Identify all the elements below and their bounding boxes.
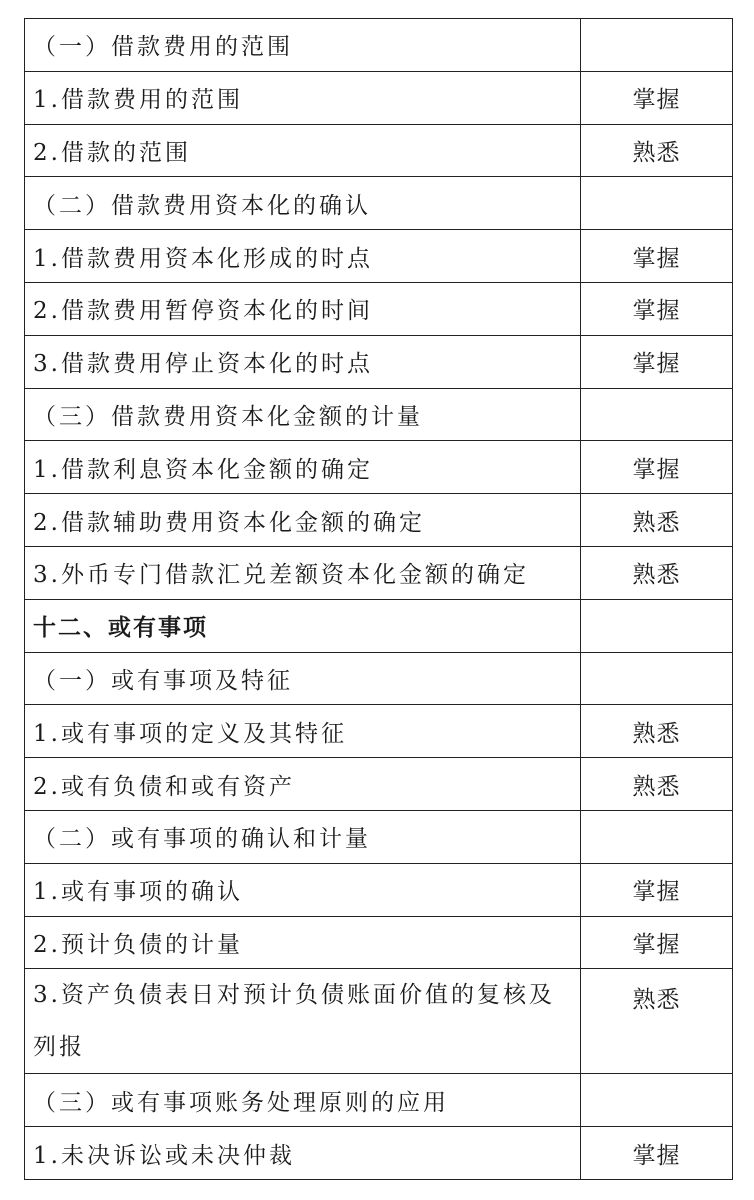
item-label: （一）借款费用的范围 xyxy=(25,19,581,72)
requirement-level: 熟悉 xyxy=(581,705,733,758)
requirement-level xyxy=(581,652,733,705)
item-label: （一）或有事项及特征 xyxy=(25,652,581,705)
requirement-level: 掌握 xyxy=(581,863,733,916)
table-row xyxy=(25,1074,733,1127)
table-row xyxy=(25,969,733,1074)
item-label: （三）借款费用资本化金额的计量 xyxy=(25,388,581,441)
table-row xyxy=(25,810,733,863)
table-row xyxy=(25,335,733,388)
table-row xyxy=(25,124,733,177)
table-row xyxy=(25,230,733,283)
requirement-level: 熟悉 xyxy=(581,494,733,547)
table-row xyxy=(25,916,733,969)
table-row xyxy=(25,388,733,441)
item-label: 1.借款费用资本化形成的时点 xyxy=(25,230,581,283)
requirement-level: 掌握 xyxy=(581,335,733,388)
requirement-level xyxy=(581,599,733,652)
table-row xyxy=(25,705,733,758)
table-row xyxy=(25,494,733,547)
requirement-level: 掌握 xyxy=(581,916,733,969)
section-heading: 十二、或有事项 xyxy=(25,599,581,652)
syllabus-table xyxy=(24,18,733,1180)
requirement-level xyxy=(581,1074,733,1127)
table-row xyxy=(25,71,733,124)
table-row xyxy=(25,282,733,335)
table-section-contingencies xyxy=(25,599,733,1179)
requirement-level: 掌握 xyxy=(581,441,733,494)
item-label: 3.外币专门借款汇兑差额资本化金额的确定 xyxy=(25,546,581,599)
requirement-level: 掌握 xyxy=(581,230,733,283)
table-row xyxy=(25,19,733,72)
item-label: 2.借款辅助费用资本化金额的确定 xyxy=(25,494,581,547)
requirement-level xyxy=(581,19,733,72)
table-row xyxy=(25,758,733,811)
table-row xyxy=(25,441,733,494)
item-label: 3.资产负债表日对预计负债账面价值的复核及列报 xyxy=(25,969,581,1074)
item-label: 1.借款费用的范围 xyxy=(25,71,581,124)
requirement-level: 掌握 xyxy=(581,1127,733,1180)
item-label: 1.借款利息资本化金额的确定 xyxy=(25,441,581,494)
requirement-level xyxy=(581,388,733,441)
item-label: （二）或有事项的确认和计量 xyxy=(25,810,581,863)
requirement-level: 熟悉 xyxy=(581,546,733,599)
item-label: 1.或有事项的确认 xyxy=(25,863,581,916)
requirement-level xyxy=(581,177,733,230)
requirement-level xyxy=(581,810,733,863)
item-label: 2.借款费用暂停资本化的时间 xyxy=(25,282,581,335)
item-label: （三）或有事项账务处理原则的应用 xyxy=(25,1074,581,1127)
item-label: 1.未决诉讼或未决仲裁 xyxy=(25,1127,581,1180)
item-label: 2.或有负债和或有资产 xyxy=(25,758,581,811)
requirement-level: 掌握 xyxy=(581,71,733,124)
table-row xyxy=(25,652,733,705)
table-row xyxy=(25,599,733,652)
table-row xyxy=(25,863,733,916)
requirement-level: 熟悉 xyxy=(581,124,733,177)
table-row xyxy=(25,1127,733,1180)
requirement-level: 掌握 xyxy=(581,282,733,335)
requirement-level: 熟悉 xyxy=(581,969,733,1074)
item-label: （二）借款费用资本化的确认 xyxy=(25,177,581,230)
requirement-level: 熟悉 xyxy=(581,758,733,811)
table-row xyxy=(25,546,733,599)
table-section-borrowing-costs xyxy=(25,19,733,600)
item-label: 3.借款费用停止资本化的时点 xyxy=(25,335,581,388)
item-label: 2.预计负债的计量 xyxy=(25,916,581,969)
item-label: 1.或有事项的定义及其特征 xyxy=(25,705,581,758)
table-row xyxy=(25,177,733,230)
item-label: 2.借款的范围 xyxy=(25,124,581,177)
